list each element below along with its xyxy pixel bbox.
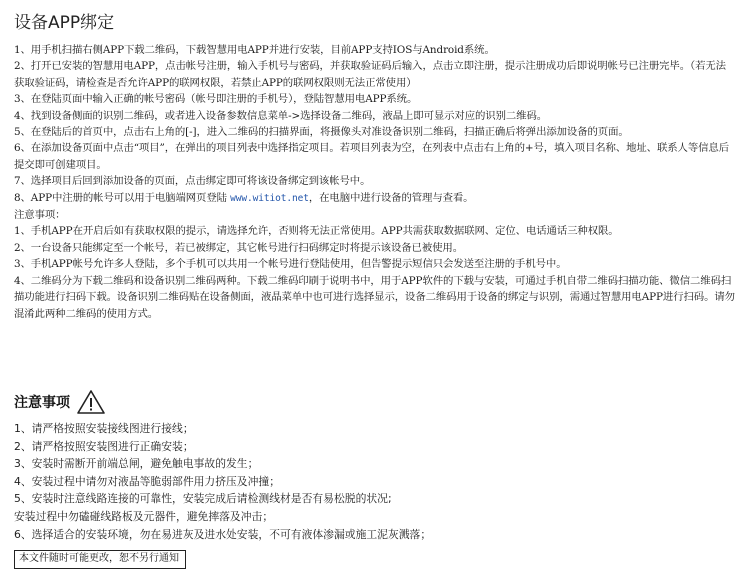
instruction-7: 7、选择项目后回到添加设备的页面，点击绑定即可将该设备绑定到该帐号中。: [14, 175, 371, 188]
note-1: 1、手机APP在开启后如有获取权限的提示，请选择允许，否则将无法正常使用。APP共需获取数据联网、定位、电话通话三种权限。: [14, 225, 619, 238]
warning-triangle-icon: [76, 389, 106, 415]
caution-title: 注意事项: [14, 395, 70, 411]
website-link[interactable]: www.witiot.net: [230, 192, 309, 204]
note-4: 4、二维码分为下载二维码和设备识别二维码两种。下载二维码印刷于说明书中，用于APP软件的下载与安装，可通过手机自带二维码扫描功能、微信二维码扫描功能进行扫码下载。设备识别二维码贴在设备侧面，液晶菜单中也可进行选择显示，设备二维码用于设备的绑定与识别，需通过智慧用电APP进行扫码。请勿混淆此两种二维码的使用方式。: [14, 274, 735, 320]
change-notice: 本文件随时可能更改，恕不另行通知: [14, 550, 186, 569]
note-3: 3、手机APP帐号允许多人登陆，多个手机可以共用一个帐号进行登陆使用，但告警提示短信只会发送至注册的手机号中。: [14, 258, 567, 271]
note-2: 2、一台设备只能绑定至一个帐号，若已被绑定，其它帐号进行扫码绑定时将提示该设备已被使用。: [14, 241, 464, 254]
caution-list: [14, 420, 736, 543]
caution-item-2: 2、请严格按照安装图进行正确安装；: [14, 439, 194, 453]
instruction-8: [14, 190, 736, 207]
caution-item-5-continued: 安装过程中勿磕碰线路板及元器件，避免摔落及冲击；: [14, 509, 274, 523]
page-title: 设备APP绑定: [14, 13, 115, 33]
instruction-2: 2、打开已安装的智慧用电APP，点击帐号注册，输入手机号与密码，并获取验证码后输入，点击立即注册，提示注册成功后即说明帐号已注册完毕。（若无法获取验证码，请检查是否允许APP的联网权限，若禁止APP的联网权限则无法正常使用）: [14, 60, 726, 89]
caution-item-1: 1、请严格按照安装接线图进行接线；: [14, 422, 194, 435]
instruction-8-tail: ，在电脑中进行设备的管理与查看。: [308, 191, 474, 204]
caution-item-5: 5、安装时注意线路连接的可靠性，安装完成后请检测线材是否有易松脱的状况;: [14, 492, 392, 506]
instruction-5: 5、在登陆后的首页中，点击右上角的[-]，进入二维码的扫描界面，将摄像头对准设备识别二维码，扫描正确后将弹出添加设备的页面。: [14, 126, 629, 139]
caution-item-3: 3、安装时需断开前端总闸，避免触电事故的发生；: [14, 457, 259, 471]
instruction-8-text: 8、APP中注册的帐号可以用于电脑端网页登陆: [14, 191, 227, 204]
instruction-3: 3、在登陆页面中输入正确的帐号密码（帐号即注册的手机号），登陆智慧用电APP系统。: [14, 93, 418, 106]
binding-instructions: [14, 42, 736, 322]
instruction-4: 4、找到设备侧面的识别二维码，或者进入设备参数信息菜单->选择设备二维码，液晶上即可显示对应的识别二维码。: [14, 109, 548, 122]
caution-item-6: 6、选择适合的安装环境，勿在易进灰及进水处安装，不可有液体渗漏或施工泥灰溅落；: [14, 527, 432, 541]
instruction-6: 6、在添加设备页面中点击“项目”，在弹出的项目列表中选择指定项目。若项目列表为空，在列表中点击右上角的+号，填入项目名称、地址、联系人等信息后提交即可创建项目。: [14, 142, 730, 171]
caution-heading: [14, 388, 106, 416]
instruction-1: 1、用手机扫描右侧APP下载二维码，下载智慧用电APP并进行安装，目前APP支持IOS与Android系统。: [14, 44, 495, 56]
caution-item-4: 4、安装过程中请勿对液晶等脆弱部件用力挤压及冲撞；: [14, 474, 280, 488]
notes-heading: 注意事项：: [14, 209, 66, 222]
